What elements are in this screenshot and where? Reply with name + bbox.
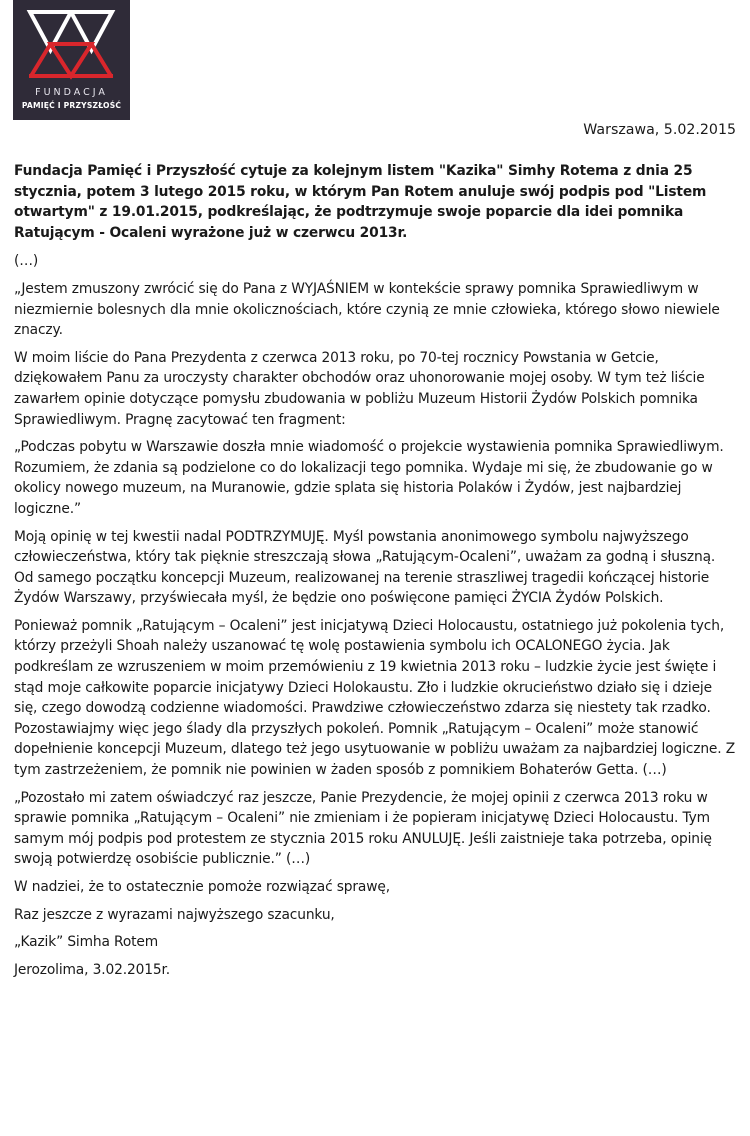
paragraph-3: „Podczas pobytu w Warszawie doszła mnie wiadomość o projekcie wystawienia pomnika Sprawiedliwym. Rozumiem, że zdania są podzielone co do lokalizacji tego pomnika. Wydaje mi się, że zbudowanie go w okolicy nowego muzeum, na Muranowie, gdzie splata się historia Polaków i Żydów, jest najbardziej logiczne.” [14, 439, 724, 517]
foundation-logo [13, 0, 130, 120]
letter-date: Warszawa, 5.02.2015 [583, 122, 736, 138]
paragraph-1: „Jestem zmuszony zwrócić się do Pana z WYJAŚNIEM w kontekście sprawy pomnika Sprawiedliwym w niezmiernie bolesnych dla mnie okolicznościach, które czynią ze mnie człowieka, którego słowo niewiele znaczy. [14, 280, 720, 339]
paragraph-4: Moją opinię w tej kwestii nadal PODTRZYMUJĘ. Myśl powstania anonimowego symbolu najwyższego człowieczeństwa, który tak pięknie streszczają słowa „Ratującym-Ocaleni”, uważam za godną i słuszną. Od samego początku koncepcji Muzeum, realizowanej na terenie straszliwej tragedii kończącej historie Żydów Warszawy, przyświecała myśl, że będzie ono poświęcone pamięci ŻYCIA Żydów Polskich. [14, 528, 716, 607]
paragraph-6: „Pozostało mi zatem oświadczyć raz jeszcze, Panie Prezydencie, że mojej opinii z czerwca 2013 roku w sprawie pomnika „Ratującym – Ocaleni” nie zmieniam i że popieram inicjatywę Dzieci Holocaustu. Tym samym mój podpis pod protestem ze stycznia 2015 roku ANULUJĘ. Jeśli zaistnieje taka potrzeba, opinię swoją potwierdzę osobiście publicznie.” (…) [14, 789, 712, 868]
lead-paragraph: Fundacja Pamięć i Przyszłość cytuje za kolejnym listem "Kazika" Simhy Rotema z dnia 25 stycznia, potem 3 lutego 2015 roku, w którym Pan Rotem anuluje swój podpis pod "Listem otwartym" z 19.01.2015, podkreślając, że podtrzymuje swoje poparcie dla idei pomnika Ratującym - Ocaleni wyrażone już w czerwcu 2013r. [14, 163, 707, 241]
closing-line-2: Raz jeszcze z wyrazami najwyższego szacunku, [14, 906, 335, 923]
letter-body [14, 161, 736, 987]
signature: „Kazik” Simha Rotem [14, 934, 159, 951]
closing-line-1: W nadziei, że to ostatecznie pomoże rozwiązać sprawę, [14, 879, 390, 895]
logo-text-name: PAMIĘĆ I PRZYSZŁOŚĆ [21, 101, 122, 110]
ellipsis-paragraph: (…) [14, 253, 39, 270]
paragraph-5: Ponieważ pomnik „Ratującym – Ocaleni” jest inicjatywą Dzieci Holocaustu, ostatniego już pokolenia tych, którzy przeżyli Shoah należy uszanować tę wolę postawienia symbolu ich OCALONEGO życia. Jak podkreślam ze wzruszeniem w moim przemówieniu z 19 kwietnia 2013 roku – ludzkie życie jest święte i stąd moje całkowite poparcie inicjatywy Dzieci Holokaustu. Zło i ludzkie okrucieństwo działo się i dzieje się, czego dowodzą codzienne wiadomości. Prawdziwe człowieczeństwo zdarza się niestety tak rzadko. Pozostawiajmy więc jego ślady dla przyszłych pokoleń. Pomnik „Ratującym – Ocaleni” może stanowić dopełnienie koncepcji Muzeum, dlatego też jego usytuowanie w pobliżu uważam za najbardziej logiczne. Z tym zastrzeżeniem, że pomnik nie powinien w żaden sposób z pomnikiem Bohaterów Getta. (…) [14, 617, 736, 779]
logo-text-fundacja: FUNDACJA [35, 87, 108, 98]
paragraph-2: W moim liście do Pana Prezydenta z czerwca 2013 roku, po 70-tej rocznicy Powstania w Getcie, dziękowałem Panu za uroczysty charakter obchodów oraz uhonorowanie mojej osoby. W tym też liście zawarłem opinie dotyczące pomysłu zbudowania w pobliżu Muzeum Historii Żydów Polskich pomnika Sprawiedliwym. Pragnę zacytować ten fragment: [14, 349, 705, 428]
logo-triangles-icon [13, 0, 130, 90]
place-and-date: Jerozolima, 3.02.2015r. [14, 961, 170, 978]
